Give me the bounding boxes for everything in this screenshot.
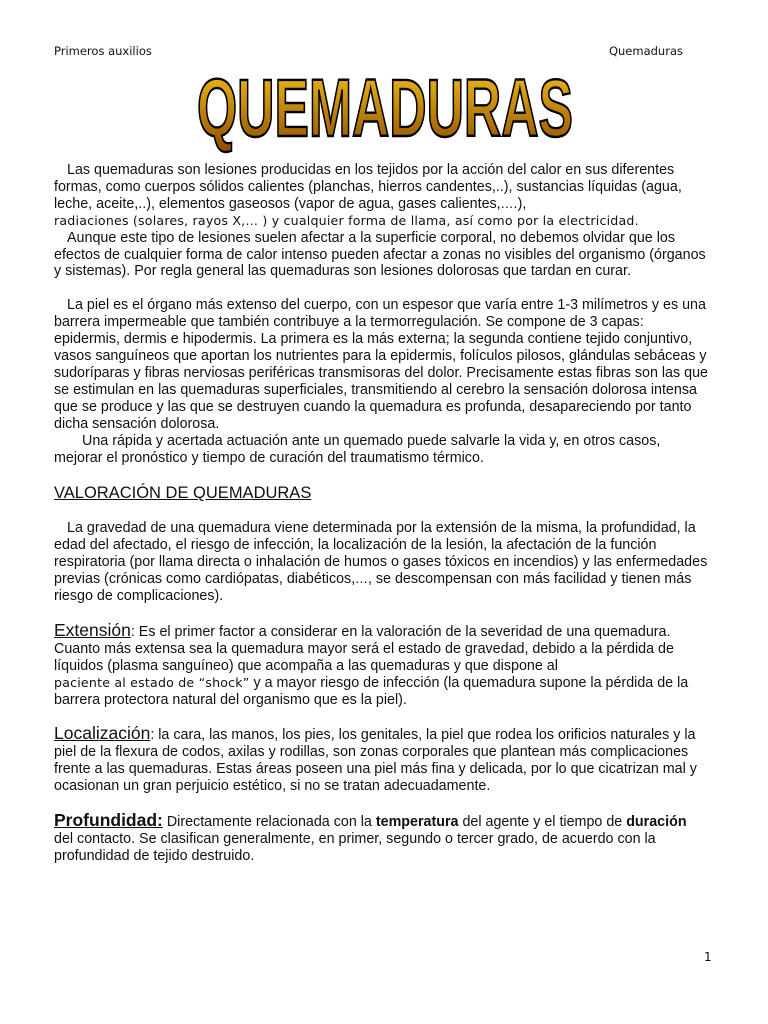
intro-paragraph-3: La piel es el órgano más extenso del cuerpo, con un espesor que varía entre 1-3 milímetros y es una barrera impermeable que también contribuye a la termorregulación. Se compone de 3 capas: epidermis, dermis e hipodermis. La primera es la más externa; la segunda contiene tejido conjuntivo, vasos sanguíneos que aportan los nutrientes para la epidermis, folículos pilosos, glándulas sebáceas y sudoríparas y fibras nerviosas periféricas transmisoras del dolor. Precisamente estas fibras son las que se estimulan en las quemaduras superficiales, transmitiendo al cerebro la sensación dolorosa intensa que se produce y las que se destruyen cuando la quemadura es profunda, desapareciendo por tanto dicha sensación dolorosa. bbox=[54, 297, 708, 432]
header-left-text: Primeros auxilios bbox=[54, 44, 152, 58]
document-title bbox=[190, 62, 580, 152]
intro-paragraph-1: Las quemaduras son lesiones producidas en los tejidos por la acción del calor en sus diferentes formas, como cuerpos sólidos calientes (planchas, hierros candentes,..), sustancias líquidas (agua, leche, aceite,..), elementos gaseosos (vapor de agua, gases calientes,….), radiaciones (solares, rayos X,… ) y cualquier forma de llama, así como por la electricidad. bbox=[54, 162, 682, 228]
extension-paragraph: Extensión: Es el primer factor a considerar en la valoración de la severidad de una quemadura. Cuanto más extensa sea la quemadura mayor será el estado de gravedad, debido a la pérdida de líquidos (plasma sanguíneo) que acompaña a las quemaduras y que dispone al paciente al estado de “shock” y a mayor riesgo de infección (la quemadura supone la pérdida de la barrera protectora natural del organismo que es la piel). bbox=[54, 619, 689, 708]
profundidad-term: Profundidad: bbox=[54, 810, 163, 831]
page-number: 1 bbox=[704, 950, 712, 964]
profundidad-paragraph: Profundidad: Directamente relacionada con la temperatura del agente y el tiempo de duración del contacto. Se clasifican generalmente, en primer, segundo o tercer grado, de acuerdo con la profundidad de tejido destruido. bbox=[54, 810, 687, 864]
intro-paragraph-4: Una rápida y acertada actuación ante un quemado puede salvarle la vida y, en otros casos, mejorar el pronóstico y tiempo de curación del traumatismo térmico. bbox=[54, 432, 661, 466]
extension-term: Extensión bbox=[54, 619, 131, 640]
page-header bbox=[54, 44, 683, 62]
section-heading-valoracion: VALORACIÓN DE QUEMADURAS bbox=[54, 484, 312, 503]
localizacion-term: Localización bbox=[54, 723, 151, 744]
intro-paragraph-2: Aunque este tipo de lesiones suelen afectar a la superficie corporal, no debemos olvidar que los efectos de cualquier forma de calor intenso pueden afectar a zonas no visibles del organismo (órganos y sistemas). Por regla general las quemaduras son lesiones dolorosas que tardan en curar. bbox=[54, 229, 706, 280]
title-text: QUEMADURAS bbox=[197, 63, 573, 154]
valoracion-paragraph: La gravedad de una quemadura viene determinada por la extensión de la misma, la profundidad, la edad del afectado, el riesgo de infección, la localización de la lesión, la afectación de la función respiratoria (por llama directa o inhalación de humos o gases tóxicos en incendios) y las enfermedades previas (crónicas como cardiópatas, diabéticos,…, se descompensan con más facilidad y tienen más riesgo de complicaciones). bbox=[54, 520, 708, 605]
header-right-text: Quemaduras bbox=[608, 44, 683, 58]
intro-paragraph-1-cont: radiaciones (solares, rayos X,… ) y cualquier forma de llama, así como por la electricidad. bbox=[54, 212, 639, 228]
document-body bbox=[54, 162, 709, 865]
localizacion-paragraph: Localización: la cara, las manos, los pies, los genitales, la piel que rodea los orificios naturales y la piel de la flexura de codos, axilas y rodillas, son zonas corporales que plantean más complicaciones frente a las quemaduras. Estas áreas poseen una piel más fina y delicada, por lo que cicatrizan mal y ocasionan un gran perjuicio estético, si no se tratan adecuadamente. bbox=[54, 723, 697, 795]
title-wordart bbox=[190, 62, 580, 152]
